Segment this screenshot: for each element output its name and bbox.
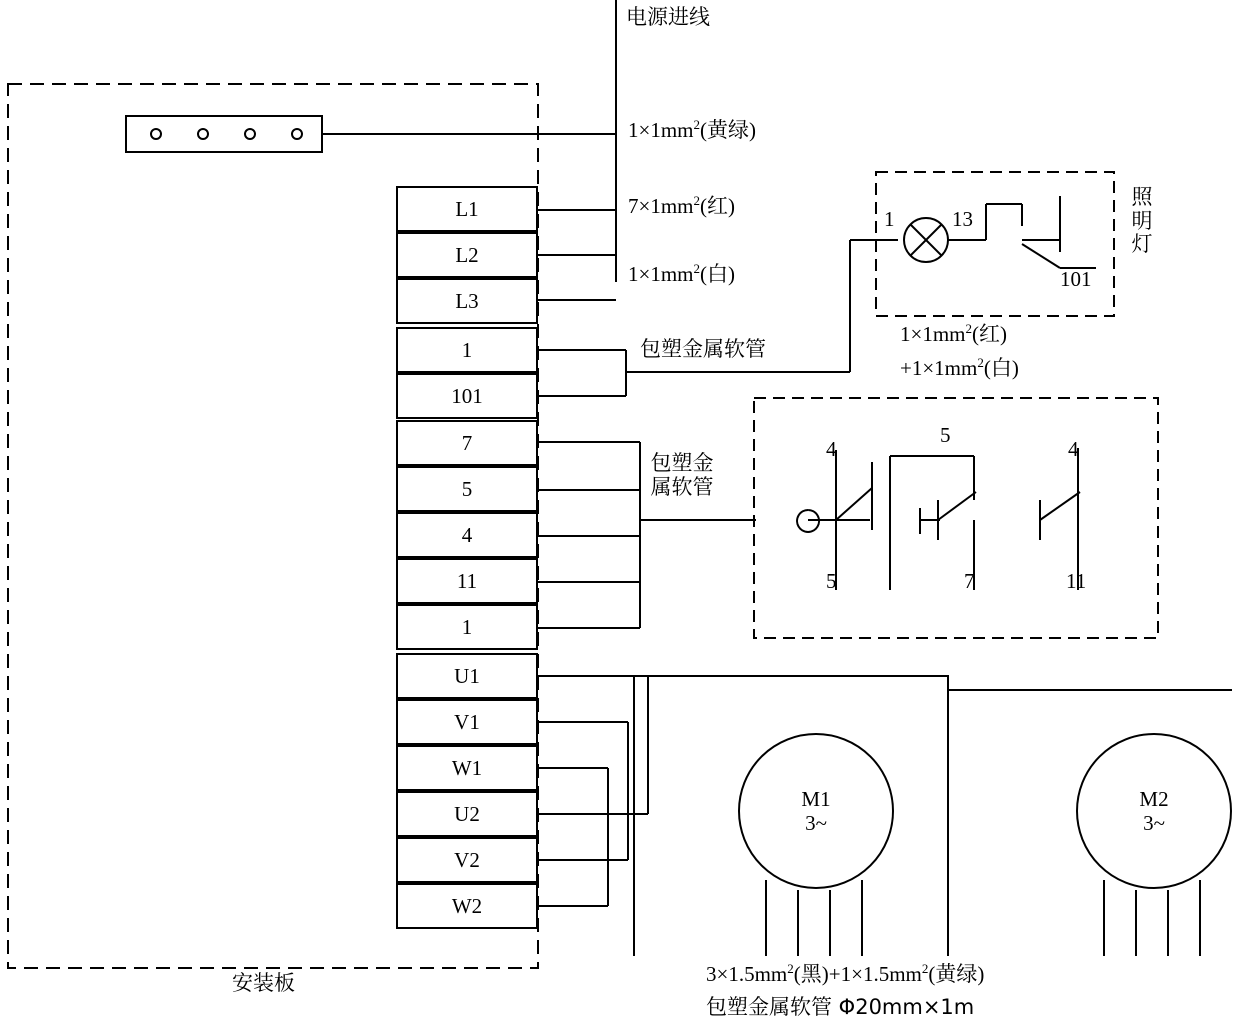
label-lamp: [1128, 186, 1156, 257]
terminal-W2[interactable]: W2: [396, 883, 538, 929]
label-lamp-c2: 明: [1131, 208, 1153, 233]
terminal-1a[interactable]: 1: [396, 327, 538, 373]
label-hose-2-line2: 属软管: [650, 474, 714, 499]
terminal-5[interactable]: 5: [396, 466, 538, 512]
switch-label-bot-11: 11: [1066, 569, 1087, 593]
label-lamp-wire-1: $1\times 1mm^2$(红): [900, 321, 1008, 346]
terminal-11[interactable]: 11: [396, 558, 538, 604]
terminal-101[interactable]: 101: [396, 373, 538, 419]
terminal-7[interactable]: 7: [396, 420, 538, 466]
label-hose-2-line1: 包塑金: [650, 451, 714, 475]
label-power-in: 电源进线: [626, 5, 710, 29]
terminal-V2[interactable]: V2: [396, 837, 538, 883]
terminal-U2[interactable]: U2: [396, 791, 538, 837]
motor-M1: [738, 733, 894, 889]
switch-label-top-4b: 4: [1068, 437, 1079, 461]
label-hose-2: [636, 452, 728, 499]
motor-M2-name: M2: [1139, 786, 1169, 811]
label-lamp-c1: 照: [1131, 185, 1153, 209]
terminal-L2[interactable]: L2: [396, 232, 538, 278]
label-wire-l-red: $7\times 1mm^2$(红): [628, 193, 736, 218]
label-lamp-c3: 灯: [1131, 232, 1153, 257]
label-wire-l-white: $1\times 1mm^2$(白): [628, 261, 736, 286]
switch-label-top-4a: 4: [826, 437, 837, 461]
motor-M1-phase: 3~: [805, 811, 827, 835]
terminal-4[interactable]: 4: [396, 512, 538, 558]
terminal-W1[interactable]: W1: [396, 745, 538, 791]
terminal-V1[interactable]: V1: [396, 699, 538, 745]
switch-label-top-5: 5: [940, 423, 951, 447]
terminal-U1[interactable]: U1: [396, 653, 538, 699]
terminal-1b[interactable]: 1: [396, 604, 538, 650]
label-wire-pe-text: $1\times 1mm^2$(黄绿): [628, 117, 757, 142]
label-mounting-plate: 安装板: [232, 971, 295, 995]
motor-M2: [1076, 733, 1232, 889]
label-motor-wire-1: $3\times 1.5mm^2$(黑)$+1\times 1.5mm^2$(黄绿): [706, 961, 985, 986]
label-motor-wire-2: 包塑金属软管 Φ20mm×1m: [706, 995, 975, 1019]
lamp-terminal-101: 101: [1060, 267, 1092, 291]
label-lamp-wire-2: $+1\times 1mm^2$(白): [900, 355, 1019, 380]
switch-label-bot-7: 7: [964, 569, 975, 593]
terminal-L3[interactable]: L3: [396, 278, 538, 324]
terminal-L1[interactable]: L1: [396, 186, 538, 232]
label-wire-pe: [628, 118, 756, 141]
switch-label-bot-5: 5: [826, 569, 837, 593]
motor-M1-name: M1: [801, 786, 831, 811]
label-hose-1: 包塑金属软管: [640, 337, 766, 361]
lamp-terminal-1: 1: [884, 207, 895, 231]
lamp-terminal-13: 13: [952, 207, 973, 231]
motor-M2-phase: 3~: [1143, 811, 1165, 835]
